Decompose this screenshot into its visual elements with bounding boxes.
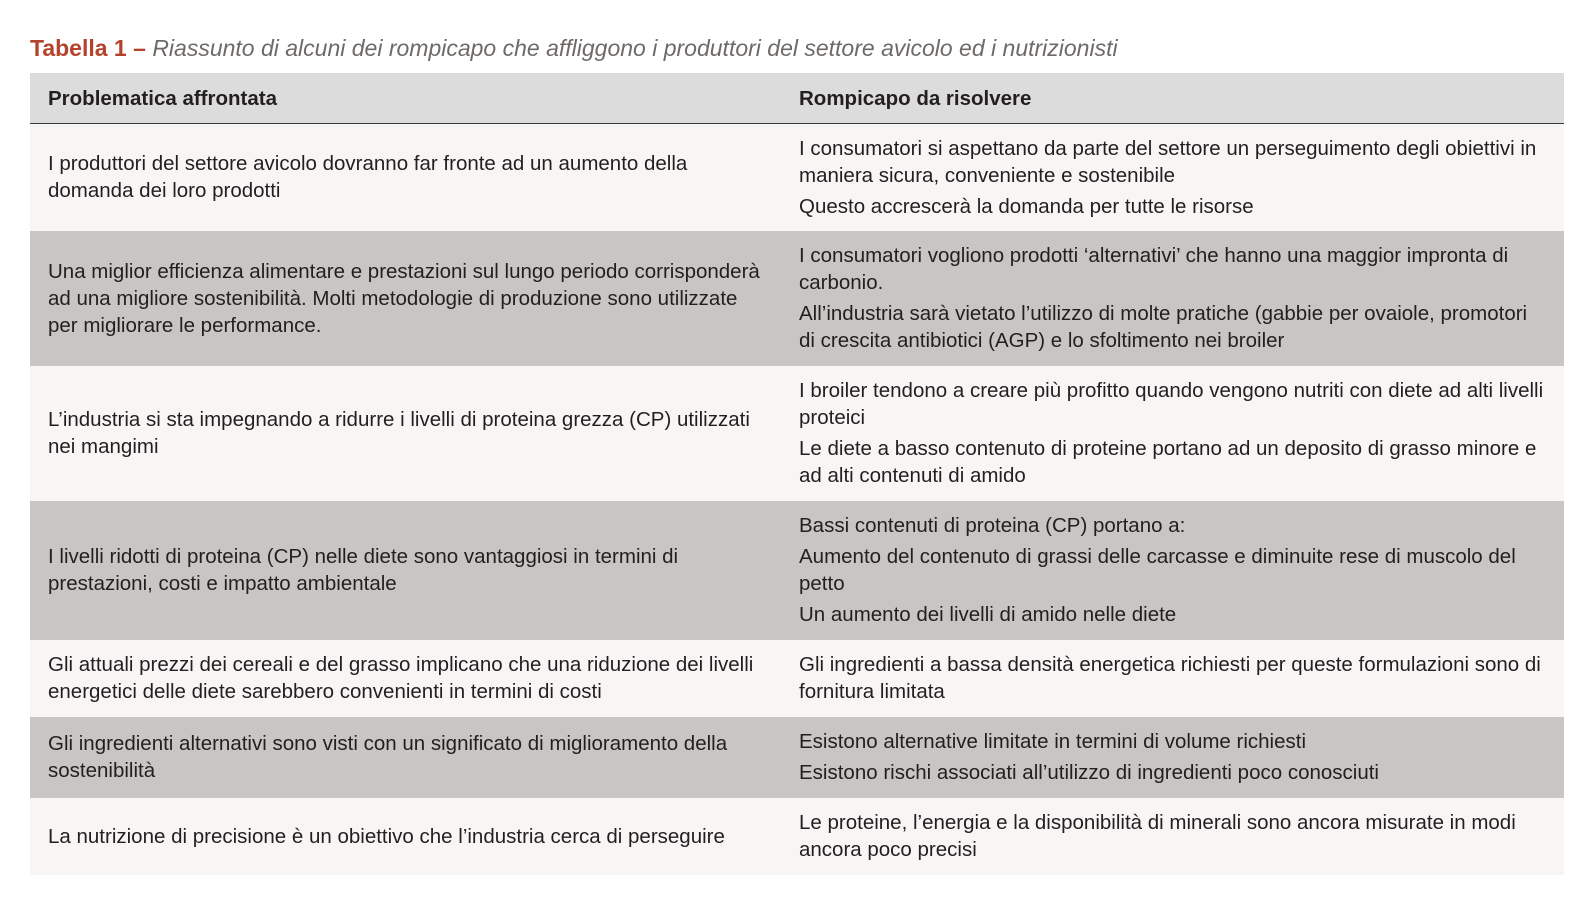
table-row <box>30 231 1564 366</box>
column-header-puzzle: Rompicapo da risolvere <box>781 73 1564 124</box>
problem-cell: Una miglior efficienza alimentare e prestazioni sul lungo periodo corrisponderà ad una migliore sostenibilità. Molti metodologie di produzione sono utilizzate per migliorare le performance. <box>48 259 760 337</box>
header-row <box>30 73 1564 124</box>
problem-cell: Gli ingredienti alternativi sono visti con un significato di miglioramento della sostenibilità <box>48 732 728 782</box>
table-title: Riassunto di alcuni dei rompicapo che affliggono i produttori del settore avicolo ed i nutrizionisti <box>152 35 1118 61</box>
puzzle-text: Un aumento dei livelli di amido nelle diete <box>799 603 1177 626</box>
puzzle-text: Questo accrescerà la domanda per tutte le risorse <box>799 194 1254 218</box>
puzzle-cell <box>781 717 1564 798</box>
table-number: Tabella 1 – <box>30 35 146 61</box>
table-row <box>30 640 1564 717</box>
table-row <box>30 717 1564 798</box>
puzzle-cell <box>781 231 1564 366</box>
problem-cell: L’industria si sta impegnando a ridurre i livelli di proteina grezza (CP) utilizzati nei mangimi <box>48 408 750 458</box>
puzzle-text: Gli ingredienti a bassa densità energetica richiesti per queste formulazioni sono di fornitura limitata <box>799 653 1541 703</box>
puzzle-cell <box>781 640 1564 717</box>
puzzle-text: I consumatori si aspettano da parte del settore un perseguimento degli obiettivi in maniera sicura, conveniente e sostenibile <box>799 136 1537 187</box>
puzzle-text: All’industria sarà vietato l’utilizzo di molte pratiche (gabbie per ovaiole, promotori di crescita antibiotici (AGP) e lo sfoltimento nei broiler <box>799 302 1528 352</box>
puzzle-text: I broiler tendono a creare più profitto quando vengono nutriti con diete ad alti livelli proteici <box>799 379 1544 429</box>
problem-cell: I livelli ridotti di proteina (CP) nelle diete sono vantaggiosi in termini di prestazioni, costi e impatto ambientale <box>48 545 679 595</box>
puzzle-text: Esistono rischi associati all’utilizzo di ingredienti poco conosciuti <box>799 761 1379 784</box>
puzzle-text: Le diete a basso contenuto di proteine portano ad un deposito di grasso minore e ad alti contenuti di amido <box>799 437 1537 487</box>
puzzle-text: Bassi contenuti di proteina (CP) portano a: <box>799 514 1186 537</box>
table-row <box>30 366 1564 501</box>
puzzles-table <box>30 73 1564 875</box>
puzzle-text: I consumatori vogliono prodotti ‘alternativi’ che hanno una maggior impronta di carbonio. <box>799 244 1509 294</box>
puzzle-cell <box>781 501 1564 640</box>
puzzle-cell <box>781 798 1564 875</box>
table-caption <box>30 33 1118 63</box>
puzzle-text: Le proteine, l’energia e la disponibilità di minerali sono ancora misurate in modi ancora poco precisi <box>799 811 1516 861</box>
problem-cell: I produttori del settore avicolo dovranno far fronte ad un aumento della domanda dei loro prodotti <box>48 152 688 203</box>
puzzle-text: Esistono alternative limitate in termini di volume richiesti <box>799 730 1307 753</box>
column-header-problem: Problematica affrontata <box>30 73 781 124</box>
table-row <box>30 798 1564 875</box>
table-row <box>30 124 1564 231</box>
problem-cell: Gli attuali prezzi dei cereali e del grasso implicano che una riduzione dei livelli energetici delle diete sarebbero convenienti in termini di costi <box>48 653 754 703</box>
puzzle-text: Aumento del contenuto di grassi delle carcasse e diminuite rese di muscolo del petto <box>799 545 1516 595</box>
puzzle-cell <box>781 124 1564 231</box>
table-row <box>30 501 1564 640</box>
puzzle-cell <box>781 366 1564 501</box>
problem-cell: La nutrizione di precisione è un obiettivo che l’industria cerca di perseguire <box>48 824 725 848</box>
